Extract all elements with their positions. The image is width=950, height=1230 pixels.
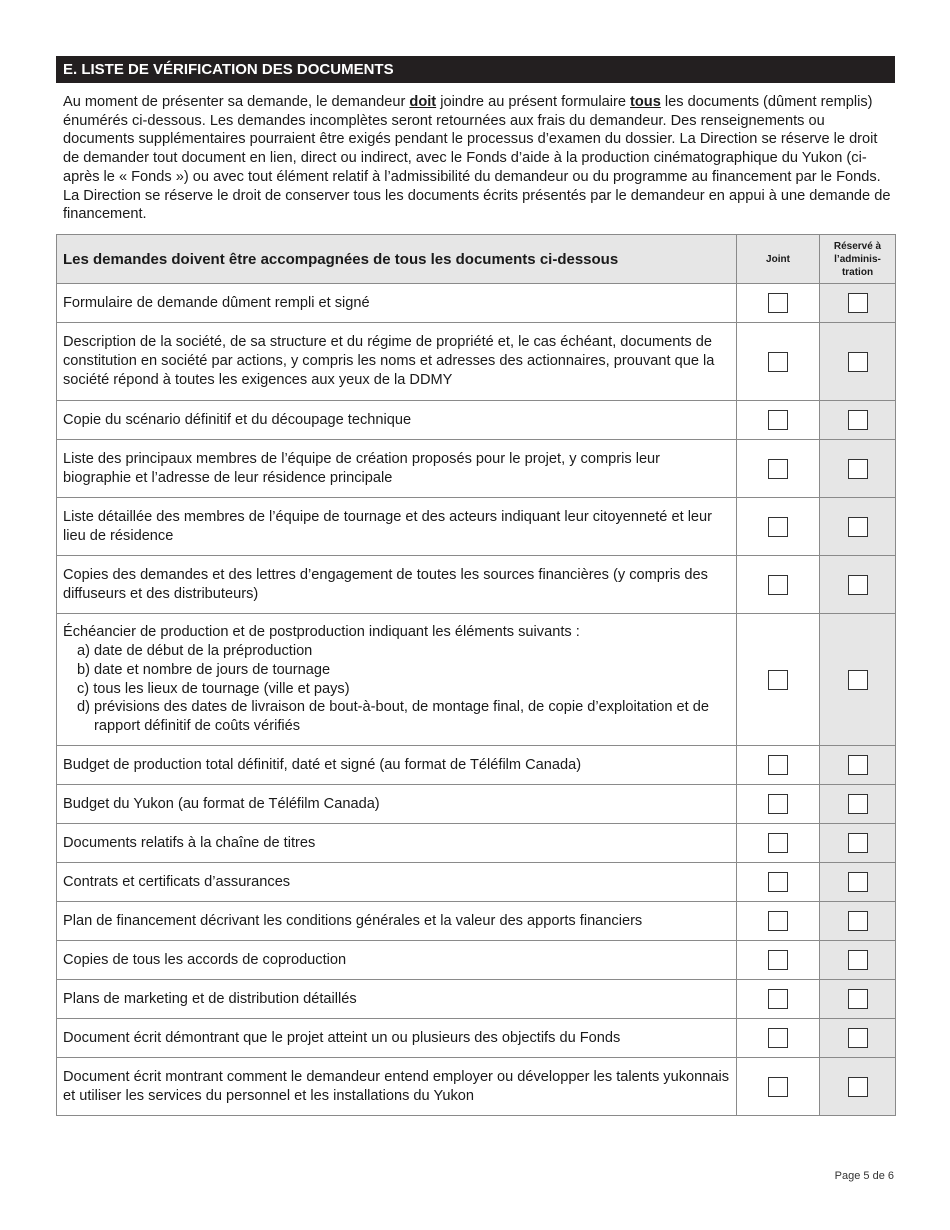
- document-label: Plan de financement décrivant les conditions générales et la valeur des apports financiers: [63, 912, 643, 929]
- table-header-row: [57, 235, 896, 284]
- admin-checkbox[interactable]: [848, 1028, 868, 1048]
- joint-checkbox[interactable]: [768, 833, 788, 853]
- admin-cell: [820, 980, 896, 1019]
- document-cell: [57, 284, 737, 323]
- admin-cell: [820, 401, 896, 440]
- admin-checkbox[interactable]: [848, 911, 868, 931]
- intro-text-1: Au moment de présenter sa demande, le demandeur: [63, 94, 410, 110]
- column-header-documents: Les demandes doivent être accompagnées de tous les documents ci-dessous: [57, 235, 737, 284]
- document-label: Contrats et certificats d’assurances: [63, 873, 291, 890]
- joint-cell: [737, 614, 820, 746]
- document-cell: [57, 941, 737, 980]
- admin-cell: [820, 323, 896, 401]
- table-row: [57, 284, 896, 323]
- admin-cell: [820, 556, 896, 614]
- table-row: [57, 980, 896, 1019]
- document-cell: [57, 440, 737, 498]
- admin-checkbox[interactable]: [848, 517, 868, 537]
- admin-checkbox[interactable]: [848, 459, 868, 479]
- admin-cell: [820, 498, 896, 556]
- document-cell: [57, 980, 737, 1019]
- joint-checkbox[interactable]: [768, 670, 788, 690]
- document-cell: [57, 614, 737, 746]
- admin-cell: [820, 746, 896, 785]
- table-row: [57, 401, 896, 440]
- joint-checkbox[interactable]: [768, 950, 788, 970]
- joint-checkbox[interactable]: [768, 1077, 788, 1097]
- document-cell: [57, 401, 737, 440]
- joint-checkbox[interactable]: [768, 293, 788, 313]
- document-cell: [57, 1019, 737, 1058]
- document-cell: [57, 863, 737, 902]
- document-label: Liste détaillée des membres de l’équipe de tournage et des acteurs indiquant leur citoyenneté et leur lieu de résidence: [63, 508, 713, 544]
- document-subitem: b) date et nombre de jours de tournage: [77, 661, 331, 678]
- admin-cell: [820, 902, 896, 941]
- document-subitem: a) date de début de la préproduction: [77, 643, 313, 660]
- admin-cell: [820, 785, 896, 824]
- document-cell: [57, 824, 737, 863]
- joint-checkbox[interactable]: [768, 911, 788, 931]
- joint-cell: [737, 1058, 820, 1116]
- admin-cell: [820, 440, 896, 498]
- document-label: Copies des demandes et des lettres d’engagement de toutes les sources financières (y compris des diffuseurs et des distributeurs): [63, 566, 708, 602]
- document-cell: [57, 1058, 737, 1116]
- document-label: Échéancier de production et de postproduction indiquant les éléments suivants :: [63, 624, 580, 641]
- table-row: [57, 556, 896, 614]
- document-label: Document écrit montrant comment le demandeur entend employer ou développer les talents yukonnais et utiliser les services du personnel et les installations du Yukon: [63, 1068, 730, 1104]
- joint-checkbox[interactable]: [768, 872, 788, 892]
- joint-checkbox[interactable]: [768, 517, 788, 537]
- intro-text-2: joindre au présent formulaire: [436, 94, 631, 110]
- admin-checkbox[interactable]: [848, 1077, 868, 1097]
- joint-checkbox[interactable]: [768, 794, 788, 814]
- admin-checkbox[interactable]: [848, 794, 868, 814]
- document-cell: [57, 556, 737, 614]
- joint-cell: [737, 746, 820, 785]
- document-cell: [57, 902, 737, 941]
- joint-cell: [737, 440, 820, 498]
- admin-checkbox[interactable]: [848, 872, 868, 892]
- table-row: [57, 746, 896, 785]
- intro-text-3: les documents (dûment remplis) énumérés ci-dessous. Les demandes incomplètes seront retournées aux frais du demandeur. Des renseignements ou documents supplémentaires pourraient être exigés pendant le processus d’examen du dossier. La Direction se réserve le droit de demander tout document en lien, direct ou indirect, avec le Fonds d’aide à la production cinématographique du Yukon (ci-après le « Fonds ») ou avec tout élément relatif à l’admissibilité du demandeur ou du programme au financement par le Fonds. La Direction se réserve le droit de conserver tous les documents écrits présentés par le demandeur en appui à une demande de financement.: [63, 94, 891, 223]
- table-row: [57, 1058, 896, 1116]
- joint-checkbox[interactable]: [768, 459, 788, 479]
- document-subitem: c) tous les lieux de tournage (ville et pays): [77, 680, 350, 697]
- section-title: E. LISTE DE VÉRIFICATION DES DOCUMENTS: [56, 56, 895, 83]
- intro-emphasis-tous: tous: [630, 94, 661, 110]
- document-label: Plans de marketing et de distribution détaillés: [63, 990, 357, 1007]
- document-label: Documents relatifs à la chaîne de titres: [63, 834, 316, 851]
- admin-cell: [820, 614, 896, 746]
- table-row: [57, 941, 896, 980]
- column-header-joint: Joint: [737, 235, 820, 284]
- joint-cell: [737, 785, 820, 824]
- table-row: [57, 440, 896, 498]
- joint-cell: [737, 556, 820, 614]
- document-label: Budget de production total définitif, daté et signé (au format de Téléfilm Canada): [63, 756, 582, 773]
- joint-cell: [737, 284, 820, 323]
- joint-cell: [737, 824, 820, 863]
- admin-checkbox[interactable]: [848, 352, 868, 372]
- table-row: [57, 323, 896, 401]
- admin-checkbox[interactable]: [848, 670, 868, 690]
- admin-cell: [820, 941, 896, 980]
- joint-cell: [737, 1019, 820, 1058]
- joint-checkbox[interactable]: [768, 410, 788, 430]
- joint-cell: [737, 401, 820, 440]
- intro-paragraph: [63, 93, 893, 224]
- admin-cell: [820, 1019, 896, 1058]
- admin-cell: [820, 1058, 896, 1116]
- admin-checkbox[interactable]: [848, 950, 868, 970]
- document-cell: [57, 498, 737, 556]
- joint-checkbox[interactable]: [768, 989, 788, 1009]
- joint-cell: [737, 941, 820, 980]
- document-label: Formulaire de demande dûment rempli et signé: [63, 294, 370, 311]
- table-row: [57, 902, 896, 941]
- table-row: [57, 614, 896, 746]
- admin-checkbox[interactable]: [848, 989, 868, 1009]
- joint-checkbox[interactable]: [768, 755, 788, 775]
- document-label: Copie du scénario définitif et du découpage technique: [63, 411, 412, 428]
- joint-checkbox[interactable]: [768, 575, 788, 595]
- document-cell: [57, 323, 737, 401]
- column-header-admin: Réservé à l’adminis-tration: [820, 235, 896, 284]
- admin-checkbox[interactable]: [848, 755, 868, 775]
- admin-checkbox[interactable]: [848, 833, 868, 853]
- table-row: [57, 863, 896, 902]
- table-row: [57, 785, 896, 824]
- document-label: Copies de tous les accords de coproduction: [63, 951, 347, 968]
- table-row: [57, 1019, 896, 1058]
- document-cell: [57, 746, 737, 785]
- table-row: [57, 824, 896, 863]
- document-sublist: [63, 642, 730, 736]
- admin-checkbox[interactable]: [848, 293, 868, 313]
- admin-checkbox[interactable]: [848, 575, 868, 595]
- joint-cell: [737, 498, 820, 556]
- document-cell: [57, 785, 737, 824]
- joint-cell: [737, 863, 820, 902]
- admin-cell: [820, 824, 896, 863]
- document-label: Liste des principaux membres de l’équipe de création proposés pour le projet, y compris leur biographie et l’adresse de leur résidence principale: [63, 450, 661, 486]
- admin-cell: [820, 863, 896, 902]
- document-subitem: d) prévisions des dates de livraison de bout-à-bout, de montage final, de copie d’exploitation et de rapport définitif de coûts vérifiés: [77, 699, 709, 734]
- document-label: Budget du Yukon (au format de Téléfilm Canada): [63, 795, 380, 812]
- joint-checkbox[interactable]: [768, 1028, 788, 1048]
- intro-emphasis-doit: doit: [409, 94, 437, 110]
- document-label: Document écrit démontrant que le projet atteint un ou plusieurs des objectifs du Fonds: [63, 1029, 621, 1046]
- admin-checkbox[interactable]: [848, 410, 868, 430]
- joint-cell: [737, 980, 820, 1019]
- document-label: Description de la société, de sa structure et du régime de propriété et, le cas échéant, documents de constitution en société par actions, y compris les noms et adresses des actionnaires, prouvant que la société répond à toutes les exigences aux yeux de la DDMY: [63, 334, 715, 388]
- documents-checklist-table: [56, 234, 896, 1116]
- joint-cell: [737, 323, 820, 401]
- page-number: Page 5 de 6: [834, 1170, 894, 1182]
- joint-cell: [737, 902, 820, 941]
- admin-cell: [820, 284, 896, 323]
- joint-checkbox[interactable]: [768, 352, 788, 372]
- table-row: [57, 498, 896, 556]
